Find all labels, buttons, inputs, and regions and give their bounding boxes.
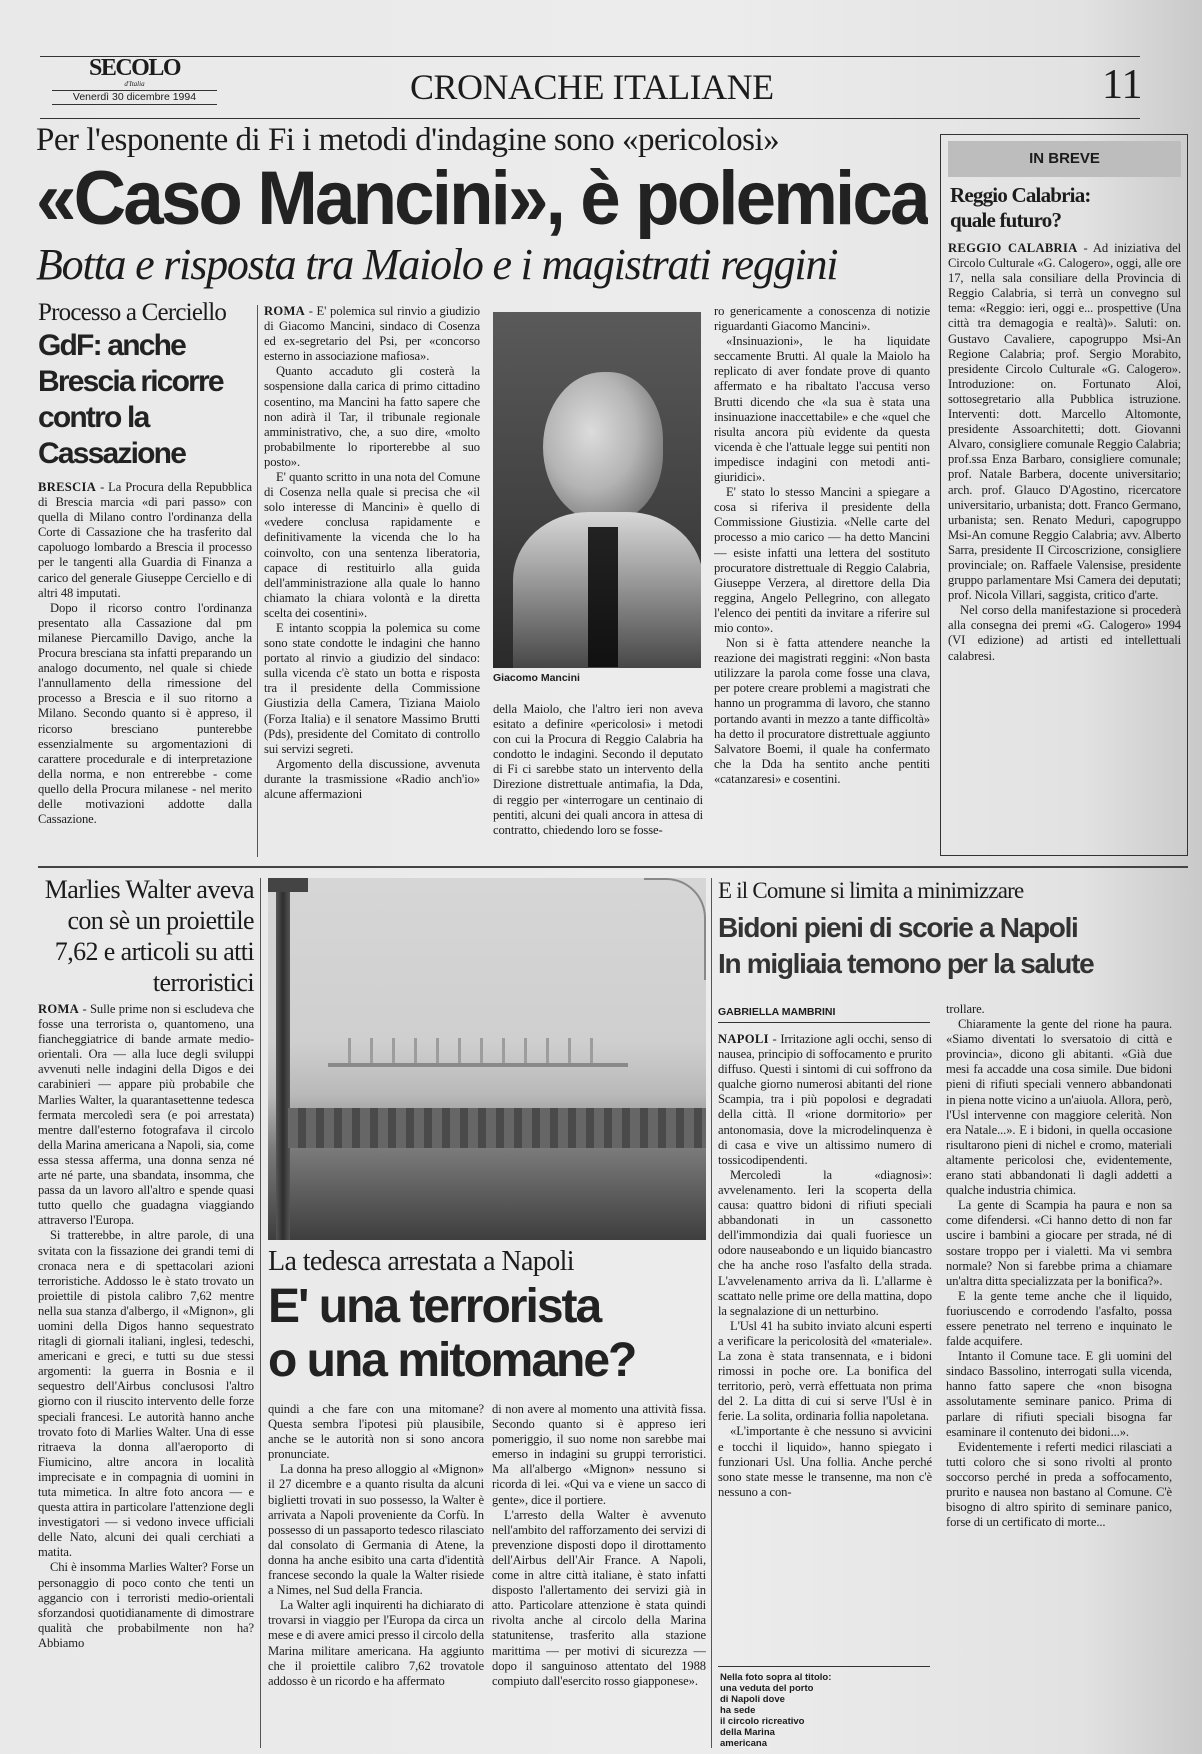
masthead-logo: SECOLO (88, 55, 181, 81)
caption-line: della Marina (720, 1727, 775, 1738)
lead-headline-block (36, 121, 928, 291)
paragraph: Non si è fatta attendere neanche la reazione dei magistrati reggini: «Non basta utilizzare la parola come fosse una clava, per potere creare problemi a magistrati che hanno un programma di lavoro, che stanno portando avanti in mezzo a tante difficoltà» ha detto il procuratore distrettuale aggiunto Salvatore Boemi, il quale ha confermato che la Dda ha sentito anche pentiti «catanzaresi» e cosentini. (714, 636, 930, 786)
paragraph: La gente di Scampia ha paura e non sa come difendersi. «Ci hanno detto di non far uscire i bambini a giocare per strada, né di sostare troppo per i vialetti. Ma vi sembra normale? Non si farebbe prima a chiamare un'altra ditta specializzata per la bonifica?». (946, 1198, 1172, 1288)
lead-column-1 (264, 304, 480, 860)
paragraph: Argomento della discussione, avvenuta durante la trasmissione «Radio anch'io» alcune affermazioni (264, 756, 480, 801)
paragraph: «L'importante è che nessuno si avvicini e tocchi il liquido», hanno spiegato i funzionari Usl. Una follia. Anche perché sono state messe le transenne, ma non c'è nessuno a con- (718, 1424, 932, 1499)
napoli-headline-2: In migliaia temono per la salute (718, 948, 1094, 979)
walter-headline-1: E' una terrorista (268, 1280, 601, 1333)
paragraph: Dopo il ricorso contro l'ordinanza presentato alla Cassazione dal pm milanese Piercamillo Davigo, anche la Procura bresciana sta infatti preparando un analogo documento, nel quale si chiede l'annullamento della rimessione del processo a Brescia e il suo ritorno a Milano. Secondo quanto si è appreso, il ricorso bresciano punterebbe essenzialmente su argomentazioni di carattere procedurale e di interpretazione della norma, e non entrerebbe - come quello della Procura milanese - nel merito delle motivazioni addotte dalla Cassazione. (38, 600, 252, 827)
harbor-photo (268, 878, 706, 1240)
napoli-column-1 (718, 1032, 932, 1606)
paragraph: La donna ha preso alloggio al «Mignon» il 27 dicembre e a quanto risulta da alcuni biglietti trovati in suo possesso, la Walter è arrivata a Napoli proveniente da Corfù. In possesso di un passaporto tedesco rilasciato dal consolato di Germania di Atene, la donna ha anche esibito una carta d'identità francese secondo la quale la Walter risiede a Nimes, nel Sud della Francia. (268, 1462, 484, 1598)
cerciello-body (38, 480, 252, 860)
paragraph: - Sulle prime non si escludeva che fosse una terrorista o, quantomeno, una fiancheggiatrice di bande armate medio-orientali. Ora — alla luce degli sviluppi avvenuti nelle indagini della Digos e dei carabinieri — appare più probabile che Marlies Walter, la quarantasettenne tedesca fermata mercoledì sera (e poi arrestata) mentre dall'esterno fotografava il circolo della Marina americana a Napoli, sia, come essa stessa afferma, una donna senza né arte né parte, una sbandata, insomma, che passa da un lavoro all'altro e spende quasi tutto quello che guadagna viaggiando attraverso l'Europa. (38, 1002, 254, 1228)
page-number: 11 (1102, 62, 1143, 108)
walter-side-article (38, 874, 254, 1750)
paragraph: Chi è insomma Marlies Walter? Forse un personaggio di poco conto che tenti un aggancio con i terroristi medio-orientali sforzandosi quotidianamente di dimostrare qualità che probabilmente non ha? Abbiamo (38, 1560, 254, 1650)
paragraph: La Walter agli inquirenti ha dichiarato di trovarsi in viaggio per l'Europa da circa un mese e di avere amici presso il circolo della Marina militare americana. Ha aggiunto che il proiettile calibro 7,62 trovatole addosso è un ricordo e ha affermato (268, 1598, 484, 1688)
caption-line: di Napoli dove (720, 1694, 785, 1705)
paragraph: E la gente teme anche che il liquido, fuoriuscendo e corrodendo l'asfalto, possa essere penetrato nel terreno e inquinato le falde acquifere. (946, 1288, 1172, 1349)
in-breve-body (948, 241, 1181, 851)
mancini-photo (493, 312, 701, 668)
paragraph: Evidentemente i referti medici rilasciati a tutti coloro che si sono rivolti al pronto soccorso perché in preda a soffocamento, prurito e nausea non bastano al Comune. C'è bisogno di altro spirito di seminare panico, forse di un certificato di morte... (946, 1439, 1172, 1530)
paragraph: - E' polemica sul rinvio a giudizio di Giacomo Mancini, sindaco di Cosenza ed ex-segretario del Psi, per «concorso esterno in associazione mafiosa». (264, 304, 480, 364)
mancini-photo-caption: Giacomo Mancini (493, 672, 580, 684)
lead-headline: «Caso Mancini», è polemica (36, 159, 928, 239)
paragraph: L'arresto della Walter è avvenuto nell'ambito del rafforzamento dei servizi di prevenzione disposti dopo il dirottamento dell'Airbus dell'Air France. A Napoli, come in altre città italiane, è stato infatti disposto l'allertamento dei servizi già in atto. Particolare attenzione è stata quindi rivolta anche al circolo della Marina statunitense, trasferito alla stazione marittima — per motivi di sicurezza — dopo il sanguinoso attentato del 1988 compiuto dall'esercito rosso giapponese». (492, 1507, 706, 1688)
in-breve-label: IN BREVE (948, 141, 1181, 177)
byline: GABRIELLA MAMBRINI (718, 1006, 930, 1023)
paragraph: E intanto scoppia la polemica su come sono state condotte le indagini che hanno portato al rinvio a giudizio del sindaco: sulla vicenda c'è stato un botta e risposta tra il presidente della Commissione Giustizia della Camera, Tiziana Maiolo (Forza Italia) e il senatore Massimo Brutti (Pds), presidente del Comitato di controllo sui servizi segreti. (264, 620, 480, 756)
masthead-sub: d'Italia (124, 80, 145, 88)
paragraph: quindi a che fare con una mitomane? Questa sembra l'ipotesi più plausibile, anche se le autorità non si sono ancora pronunciate. (268, 1402, 484, 1462)
caption-line: americana (720, 1738, 768, 1749)
paragraph: Quanto accaduto gli costerà la sospensione dalla carica di primo cittadino cosentino, ma Mancini ha fatto sapere che non adirà il Tar, il tribunale regionale amministrativo, che, a suo dire, «molto probabilmente lo riporterebbe al suo posto». (264, 364, 480, 469)
dateline: ROMA (264, 304, 306, 318)
paragraph: Si tratterebbe, in altre parole, di una svitata con la fissazione dei grandi temi di cronaca nera e di spettacolari azioni terroristiche. Addosso le è stato trovato un proiettile di pistola calibro 7,62 mentre nella sua stanza d'albergo, il «Mignon», gli uomini della Digos hanno sequestrato ritagli di giornali italiani, inglesi, tedeschi, americani e greci, e tutti su due stessi argomenti: la guerra in Bosnia e il sequestro dell'Airbus conclusosi l'altro giorno con il riuscito intervento delle forze speciali francesi. Le autorità hanno anche trovato foto di Marlies Walter. Una di esse ritraeva la donna all'aeroporto di Fiumicino, altre ancora in località imprecisate e in compagnia di uomini in tuta mimetica. In altre foto ancora — e questa attira in particolare l'attenzione degli investigatori — si vedono invece ufficiali delle Nato, alcuni dei quali cerchiati a matita. (38, 1228, 254, 1560)
paragraph: E' quanto scritto in una nota del Comune di Cosenza nella quale si precisa che «il solo interesse di Mancini» è quello di «vedere conclusa rapidamente e definitivamente la vicenda che lo ha coinvolto, con una sentenza liberatoria, capace di restituirlo alla guida dell'amministrazione alla quale lo hanno chiamato la chiara volontà e la diretta scelta dei cosentini». (264, 470, 480, 620)
issue-date: Venerdì 30 dicembre 1994 (72, 91, 197, 103)
walter-side-headline: Marlies Walter aveva con sè un proiettile 7,62 e articoli su atti terroristici (44, 875, 254, 997)
paragraph: Nel corso della manifestazione si procederà alla consegna dei premi «G. Calogero» 1994 (VI edizione) ad artisti ed intellettuali calabresi. (948, 603, 1181, 663)
lead-subhead: Botta e risposta tra Maiolo e i magistrati reggini (36, 240, 838, 289)
paragraph: - Ad iniziativa del Circolo Culturale «G. Calogero», oggi, alle ore 17, nella sala consiliare della Provincia di Reggio Calabria, si terrà un convegno sul tema: «Reggio: ieri, oggi e... prospettive (Una città tra demagogia e realtà)». Saluti: on. Gustavo Cavaliere, capogruppo Msi-An Regione Calabria; prof. Sergio Morabito, presidente Circolo Culturale «G. Calogero». Introduzione: on. Fortunato Aloi, sottosegretario alla Pubblica istruzione. Interventi: dott. Marcello Altomonte, presidente Assoarchitetti; dott. Giovanni Alvaro, consigliere comunale Reggio Calabria; prof.ssa Enza Barbaro, consigliere comunale; prof. Natale Barbera, docente universitario; arch. prof. Glauco D'Agostino, ricercatore universitario, urbanista; dott. Franco Germano, urbanista; sen. Renato Meduri, capogruppo Msi-An comune Reggio Calabria; avv. Alberto Sarra, presidente II Circoscrizione, consigliere provinciale; on. Raffaele Valensise, presidente gruppo parlamentare Msi Camera dei deputati; prof. Nicola Villari, saggista, critico d'arte. (948, 241, 1181, 603)
dateline: BRESCIA (38, 480, 97, 494)
walter-column-2 (268, 1402, 484, 1750)
lead-column-3 (714, 304, 930, 860)
caption-line: il circolo ricreativo (720, 1716, 805, 1727)
paragraph: Chiaramente la gente del rione ha paura. «Siamo diventati lo sversatoio di città e provincia», dicono gli abitanti. «Già due mesi fa accadde una cosa simile. Due bidoni pieni di rifiuti speciali vennero abbandonati in piena notte vicino a un'aiuola. Allora, però, l'Usl intervenne con maggiore celerità. Non era Natale...». E i bidoni, in quella occasione risultarono pieni di nichel e cromo, materiali altamente pericolosi che, evidentemente, erano stati abbandonati lì dagli addetti a qualche industria chimica. (946, 1017, 1172, 1198)
caption-line: Nella foto sopra al titolo: (720, 1672, 832, 1683)
masthead (52, 56, 217, 105)
lead-kicker: Per l'esponente di Fi i metodi d'indagine sono «pericolosi» (36, 122, 780, 158)
section-title (410, 64, 1010, 116)
cerciello-article (38, 298, 252, 860)
paragraph: Intanto il Comune tace. E gli uomini del sindaco Bassolino, interrogati sulla vicenda, hanno fatto sapere che «non bisogna assolutamente seminare panico. Prima di parlare di rifiuti speciali bisogna far esaminare il contenuto dei bidoni...». (946, 1349, 1172, 1439)
caption-line: ha sede (720, 1705, 756, 1716)
napoli-headline-1: Bidoni pieni di scorie a Napoli (718, 912, 1078, 943)
dateline: NAPOLI (718, 1032, 769, 1046)
paragraph: di non avere al momento una attività fissa. Secondo quanto si è appreso ieri pomeriggio, il suo nome non sarebbe mai emerso in indagini su gruppi terroristici. Ma all'albergo «Mignon» nessuno si ricorda di lei. «Qui va e viene un sacco di gente», dice il portiere. (492, 1402, 706, 1507)
walter-column-3 (492, 1402, 706, 1750)
paragraph: E' stato lo stesso Mancini a spiegare a cosa si riferiva il presidente della Commissione Giustizia. «Nelle carte del processo a mio carico — ha detto Mancini — esiste infatti una lettera del sostituto procuratore distrettuale di Reggio Calabria, Giuseppe Verzera, al direttore della Dia reggina, Angelo Pellegrino, con allegato l'elenco dei pentiti da invitare a riferire sul mio conto». (714, 485, 930, 635)
harbor-photo-caption (720, 1672, 831, 1749)
paragraph: L'Usl 41 ha subito inviato alcuni esperti a verificare la pericolosità del «materiale». La zona è stata transennata, e i bidoni rimossi in poche ore. La bonifica del territorio, però, verrà effettuata non prima del 2. La ditta di cui si serve l'Usl è in ferie. La solita, ordinaria follia napoletana. (718, 1318, 932, 1424)
napoli-headline-block (718, 876, 1158, 982)
paragraph: - Irritazione agli occhi, senso di nausea, principio di soffocamento e prurito diffuso. Questi i sintomi di cui soffrono da qualche giorno numerosi abitanti del rione Scampia, tra i più popolosi e degradati della città. Il «rione dormitorio» per antonomasia, dove la microdelinquenza è di casa e vive un altissimo numero di tossicodipendenti. (718, 1032, 932, 1167)
paragraph: trollare. (946, 1002, 985, 1016)
napoli-column-2 (946, 1002, 1172, 1750)
in-breve-box (940, 134, 1188, 856)
in-breve-title: Reggio Calabria: quale futuro? (950, 183, 1091, 232)
paragraph: «Insinuazioni», le ha liquidate seccamente Brutti. Al quale la Maiolo ha replicato di aver fondate prove di quanto affermato e ha ribaltato l'accusa verso Brutti dicendo che «la sua è stata una insinuazione inaccettabile» e che «quel che risulta ancora più evidente da questa vicenda è che l'attuale legge sui pentiti non impedisce indagini con metodi anti-giuridici». (714, 334, 930, 485)
section-title-text: CRONACHE ITALIANE (410, 67, 774, 107)
walter-headline-block (268, 1244, 706, 1390)
cerciello-kicker: Processo a Cerciello (38, 299, 227, 326)
cerciello-headline: GdF: anche Brescia ricorre contro la Cassazione (38, 329, 223, 470)
dateline: REGGIO CALABRIA (948, 241, 1078, 255)
caption-line: una veduta del porto (720, 1683, 814, 1694)
walter-kicker: La tedesca arrestata a Napoli (268, 1246, 574, 1277)
walter-column-1 (38, 1002, 254, 1750)
paragraph: della Maiolo, che l'altro ieri non aveva esitato a definire «pericolosi» i metodi con cui la Procura di Reggio Calabria ha condotto le indagini. Secondo il deputato di Fi ci sarebbe stato un intervento della Direzione distrettuale antimafia, la Dda, di reggio per «interrogare un centinaio di pentiti, alcuni dei quali ancora in attesa di contratto, chiedendo loro se fosse- (493, 702, 703, 837)
dateline: ROMA (38, 1002, 80, 1016)
walter-headline-2: o una mitomane? (268, 1334, 636, 1387)
lead-column-2 (493, 702, 703, 860)
paragraph: ro genericamente a conoscenza di notizie riguardanti Giacomo Mancini». (714, 304, 930, 334)
paragraph: - La Procura della Repubblica di Brescia marcia «di pari passo» con quella di Milano contro l'ordinanza della Corte di Cassazione che ha trasferito dal capoluogo lombardo a Brescia il processo per le tangenti alla Guardia di Finanza a carico del generale Giuseppe Cerciello e di altri 48 imputati. (38, 480, 252, 600)
napoli-kicker: E il Comune si limita a minimizzare (718, 878, 1024, 903)
paragraph: Mercoledì la «diagnosi»: avvelenamento. Ieri la scoperta della causa: quattro bidoni di rifiuti speciali abbandonati in un cassonetto dell'immondizia dai quali fuoriesce un odore nauseabondo e un liquido biancastro che ha anche roso l'asfalto della strada. L'avvelenamento arriva da lì. L'allarme è scattato nelle prime ore della mattina, dopo la segnalazione di un netturbino. (718, 1167, 932, 1318)
